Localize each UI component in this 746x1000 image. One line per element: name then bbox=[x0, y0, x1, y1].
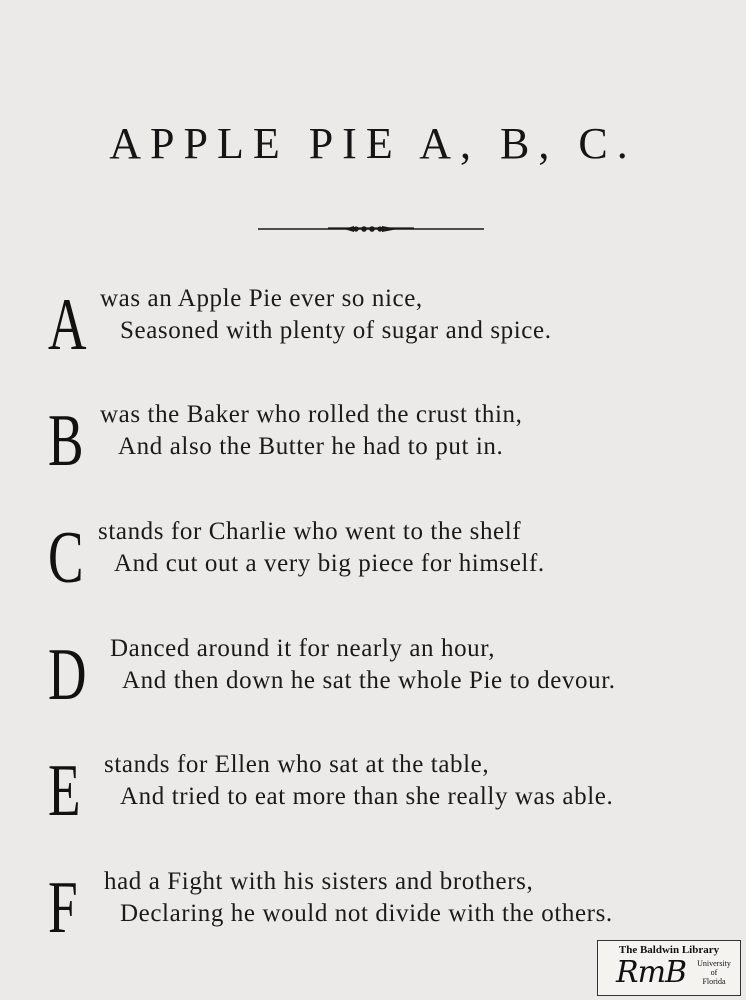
verse-line: had a Fight with his sisters and brothers, bbox=[104, 868, 534, 895]
verse-line: was an Apple Pie ever so nice, bbox=[100, 285, 423, 312]
stanza-e bbox=[0, 750, 746, 834]
drop-cap-letter: C bbox=[48, 517, 84, 599]
stamp-library-name: The Baldwin Library bbox=[618, 944, 720, 956]
verse-line: And then down he sat the whole Pie to devour. bbox=[122, 667, 616, 694]
page-title: APPLE PIE A, B, C. bbox=[109, 119, 637, 168]
verse-line: And cut out a very big piece for himself. bbox=[114, 550, 545, 577]
stamp-university-line: Florida bbox=[702, 977, 726, 986]
stamp-university-line: University bbox=[697, 959, 731, 968]
stamp-monogram: RmB bbox=[616, 955, 687, 990]
verse-line: Seasoned with plenty of sugar and spice. bbox=[120, 317, 552, 344]
drop-cap-letter: A bbox=[48, 284, 87, 366]
verse-line: And also the Butter he had to put in. bbox=[118, 433, 504, 460]
title-divider-ornament bbox=[258, 221, 484, 237]
stanza-a bbox=[0, 284, 746, 368]
stamp-university bbox=[690, 959, 738, 986]
verse-line: And tried to eat more than she really was able. bbox=[120, 783, 614, 810]
drop-cap-letter: D bbox=[48, 634, 87, 716]
library-stamp bbox=[597, 940, 741, 996]
verse-line: stands for Charlie who went to the shelf bbox=[98, 518, 522, 545]
drop-cap-letter: E bbox=[48, 750, 81, 832]
stanza-c bbox=[0, 517, 746, 601]
stanza-f bbox=[0, 867, 746, 951]
verse-line: was the Baker who rolled the crust thin, bbox=[100, 401, 523, 428]
verse-line: Danced around it for nearly an hour, bbox=[110, 635, 496, 662]
stanza-d bbox=[0, 634, 746, 718]
drop-cap-letter: F bbox=[48, 867, 78, 949]
stamp-university-line: of bbox=[710, 968, 718, 977]
verse-line: stands for Ellen who sat at the table, bbox=[104, 751, 490, 778]
stanza-b bbox=[0, 400, 746, 484]
drop-cap-letter: B bbox=[48, 400, 84, 482]
verse-line: Declaring he would not divide with the others. bbox=[120, 900, 613, 927]
